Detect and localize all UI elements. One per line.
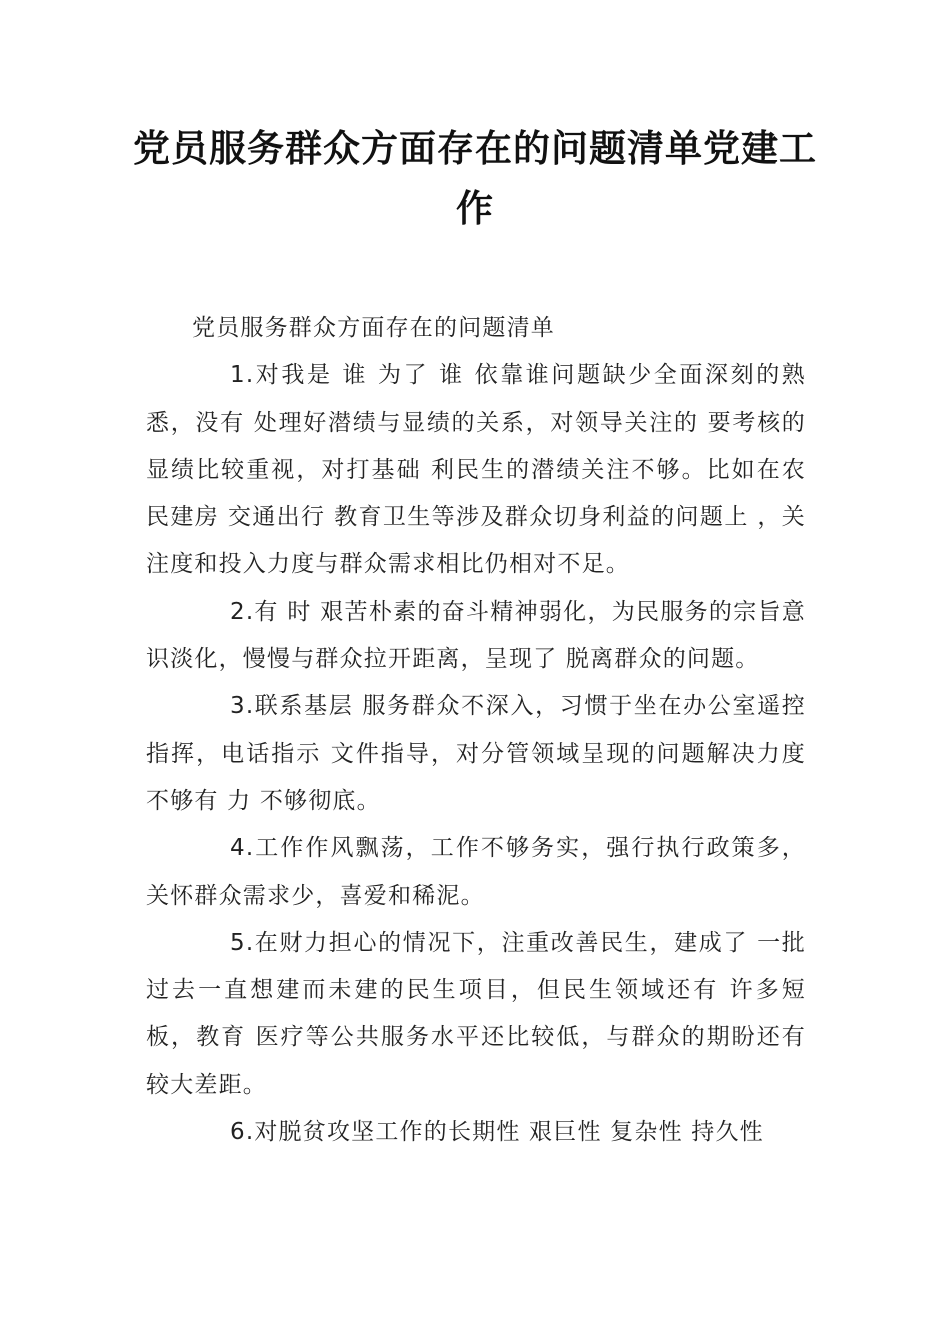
list-item: 6.对脱贫攻坚工作的长期性 艰巨性 复杂性 持久性 xyxy=(230,1119,764,1146)
list-item: 1.对我是 谁 为了 谁 依靠谁问题缺少全面深刻的熟悉，没有 处理好潜绩与显绩的关系，对领导关注的 要考核的显绩比较重视，对打基础 利民生的潜绩关注不够。比如在农民建房 交通出行 教育卫生等涉及群众切身利益的问题上 ，关注度和投入力度与群众需求相比仍相对不足。 xyxy=(146,362,806,578)
list-item: 4.工作作风飘荡，工作不够务实，强行执行政策多，关怀群众需求少，喜爱和稀泥。 xyxy=(146,835,806,909)
document-title: 党员服务群众方面存在的问题清单党建工作 xyxy=(133,126,817,230)
document-body xyxy=(146,305,806,1156)
section-heading: 党员服务群众方面存在的问题清单 xyxy=(192,315,555,341)
list-item: 5.在财力担心的情况下，注重改善民生，建成了 一批过去一直想建而未建的民生项目，但民生领域还有 许多短板，教育 医疗等公共服务水平还比较低，与群众的期盼还有 较大差距。 xyxy=(146,929,806,1098)
list-item: 2.有 时 艰苦朴素的奋斗精神弱化，为民服务的宗旨意识淡化，慢慢与群众拉开距离，呈现了 脱离群众的问题。 xyxy=(146,598,806,673)
list-item: 3.联系基层 服务群众不深入，习惯于坐在办公室遥控指挥，电话指示 文件指导，对分管领域呈现的问题解决力度不够有 力 不够彻底。 xyxy=(146,693,806,814)
